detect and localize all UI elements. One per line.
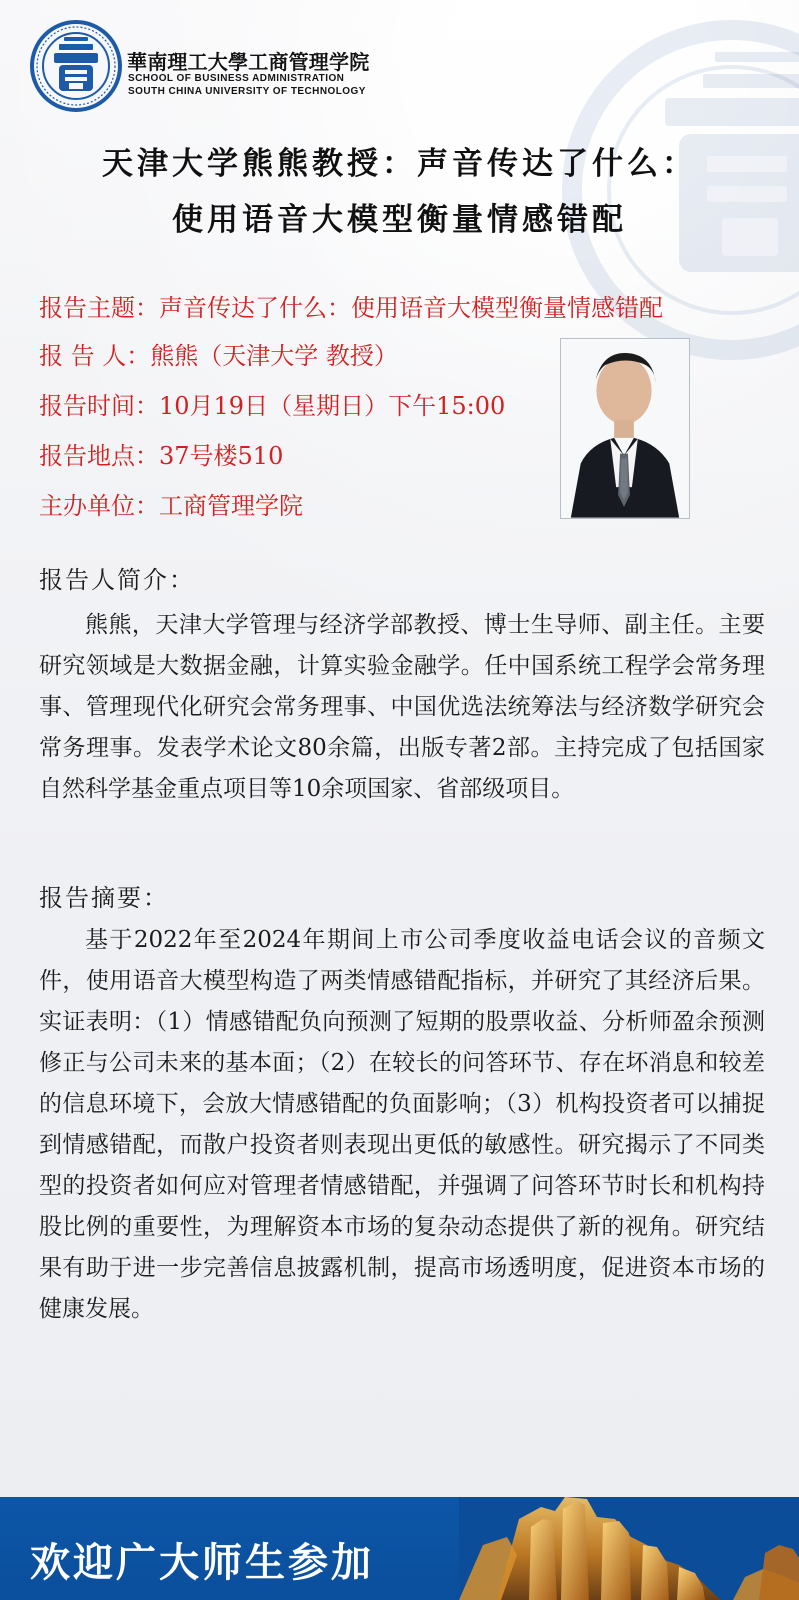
abstract-text: 基于2022年至2024年期间上市公司季度收益电话会议的音频文件，使用语音大模型构造了两类情感错配指标，并研究了其经济后果。实证表明：（1）情感错配负向预测了短期的股票收益、分析师盈余预测修正与公司未来的基本面；（2）在较长的问答环节、存在坏消息和较差的信息环境下，会放大情感错配的负面影响；（3）机构投资者可以捕捉到情感错配，而散户投资者则表现出更低的敏感性。研究揭示了不同类型的投资者如何应对管理者情感错配，并强调了问答环节时长和机构持股比例的重要性，为理解资本市场的复杂动态提供了新的视角。研究结果有助于进一步完善信息披露机制，提高市场透明度，促进资本市场的健康发展。 bbox=[39, 927, 765, 1322]
report-topic: 报告主题：声音传达了什么：使用语音大模型衡量情感错配 bbox=[39, 294, 663, 322]
school-name-en-line-1: SCHOOL OF BUSINESS ADMINISTRATION bbox=[128, 73, 345, 84]
report-speaker: 报 告 人：熊熊（天津大学 教授） bbox=[39, 342, 398, 370]
report-time: 报告时间：10月19日（星期日）下午15:00 bbox=[39, 392, 506, 420]
bio-text: 熊熊，天津大学管理与经济学部教授、博士生导师、副主任。主要研究领域是大数据金融，计算实验金融学。任中国系统工程学会常务理事、管理现代化研究会常务理事、中国优选法统筹法与经济数学研究会常务理事。发表学术论文80余篇，出版专著2部。主持完成了包括国家自然科学基金重点项目等10余项国家、省部级项目。 bbox=[39, 612, 765, 802]
page-title-line-1: 天津大学熊熊教授：声音传达了什么： bbox=[102, 146, 697, 182]
page-title-line-2: 使用语音大模型衡量情感错配 bbox=[172, 202, 627, 238]
school-seal-icon bbox=[30, 20, 122, 112]
report-organizer: 主办单位：工商管理学院 bbox=[39, 492, 303, 520]
speaker-portrait-icon bbox=[560, 338, 690, 519]
bio-title: 报告人简介： bbox=[39, 566, 195, 594]
abstract-title: 报告摘要： bbox=[39, 884, 169, 912]
school-name-en-line-2: SOUTH CHINA UNIVERSITY OF TECHNOLOGY bbox=[128, 86, 366, 97]
school-name-cn: 華南理工大學工商管理学院 bbox=[127, 50, 370, 74]
welcome-message: 欢迎广大师生参加 bbox=[30, 1540, 374, 1586]
report-location: 报告地点：37号楼510 bbox=[39, 442, 284, 470]
